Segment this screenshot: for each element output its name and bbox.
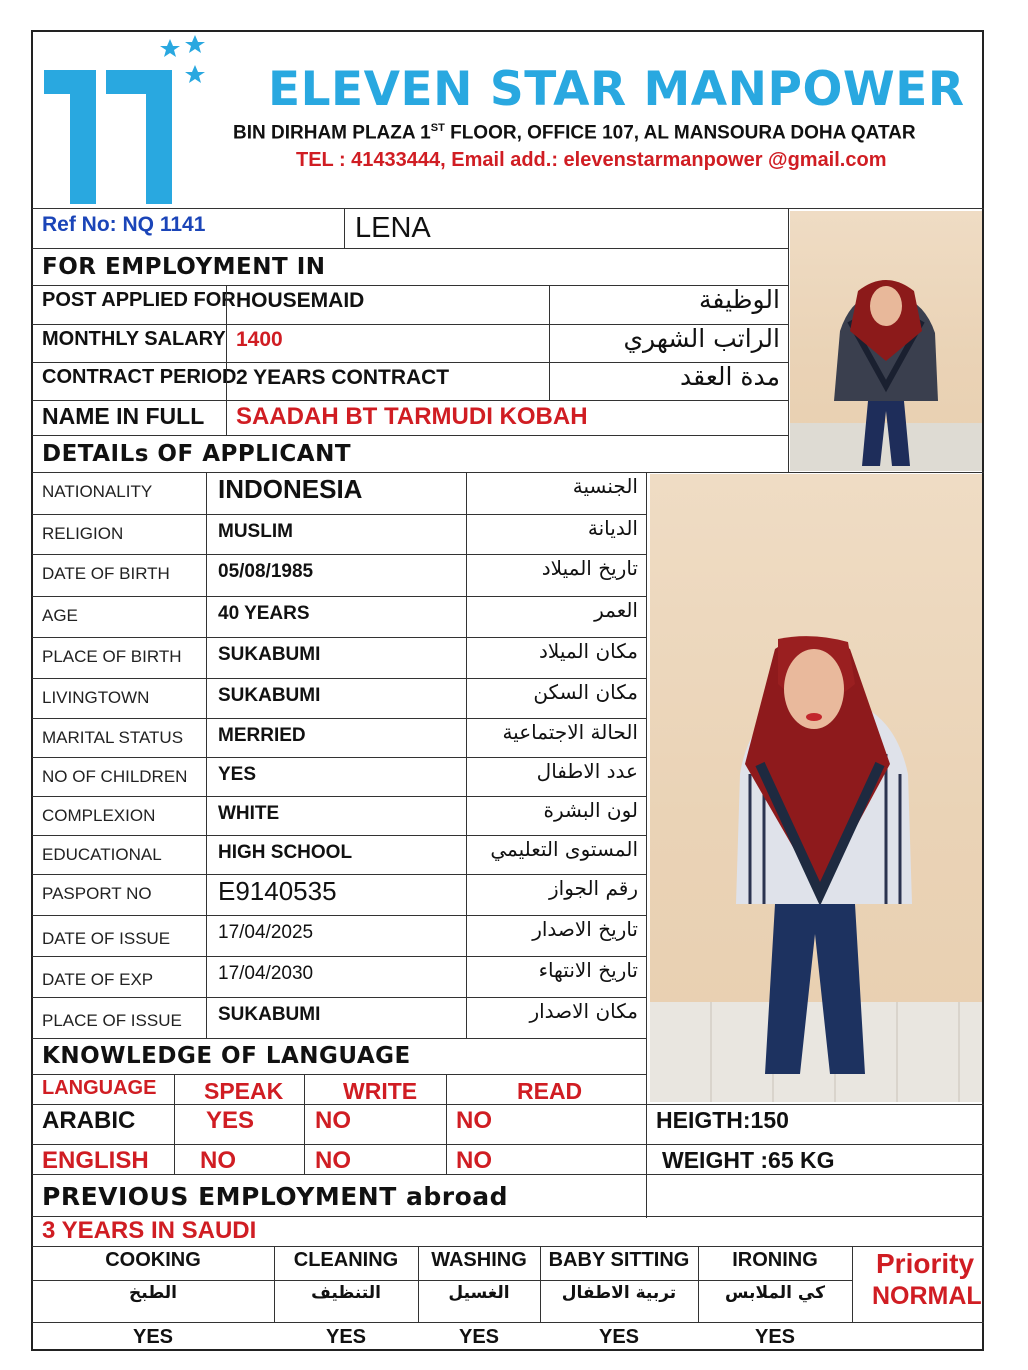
row-line [32,997,646,998]
employment-value: 2 YEARS CONTRACT [236,366,450,389]
row-line [32,678,646,679]
full-name-value: SAADAH BT TARMUDI KOBAH [236,403,588,430]
employment-arabic: الراتب الشهري [623,324,780,353]
skill-arabic: كي الملابس [725,1283,825,1303]
detail-label: PLACE OF BIRTH [42,647,182,666]
skill-arabic: تربية الاطفال [561,1283,677,1303]
col-line [549,285,550,400]
lang-header-write: WRITE [343,1078,418,1104]
priority-label: Priority [876,1248,975,1279]
lang-header-speak: SPEAK [204,1078,284,1104]
skill-value: YES [754,1326,796,1348]
detail-value: HIGH SCHOOL [218,842,353,863]
lang-english-write: NO [315,1147,351,1174]
detail-label: LIVINGTOWN [42,688,150,707]
skill-name: CLEANING [293,1249,399,1271]
detail-arabic: مكان الاصدار [529,999,638,1023]
company-address [233,123,916,142]
row-line [32,874,646,875]
detail-value: 17/04/2030 [218,963,314,984]
detail-label: PASPORT NO [42,884,152,903]
height-value: HEIGTH:150 [656,1107,789,1133]
detail-arabic: مكان الميلاد [539,639,638,663]
lang-english-speak: NO [200,1147,236,1174]
employment-label: POST APPLIED FOR [42,289,236,311]
row-line [32,835,646,836]
detail-label: AGE [42,606,78,625]
employment-value: HOUSEMAID [236,289,365,312]
previous-section-title: PREVIOUS EMPLOYMENT abroad [42,1182,509,1211]
detail-label: DATE OF BIRTH [42,564,170,583]
address-sup: ST [430,122,445,134]
skill-name: COOKING [105,1249,201,1271]
lang-header-language: LANGUAGE [42,1077,157,1099]
col-line [418,1246,419,1322]
detail-value: E9140535 [218,876,337,906]
detail-arabic: الديانة [587,516,638,540]
row-line [32,796,646,797]
address-part1: BIN DIRHAM PLAZA 1 [233,122,431,144]
person-figure-large [650,474,982,1102]
detail-arabic: الجنسية [572,474,638,498]
company-logo [40,34,215,206]
lang-arabic-name: ARABIC [42,1107,136,1134]
employment-label: MONTHLY SALARY [42,328,226,350]
skill-name: IRONING [732,1249,818,1271]
lang-arabic-read: NO [456,1107,492,1134]
col-line [540,1246,541,1322]
employment-arabic: الوظيفة [699,285,780,314]
detail-label: DATE OF ISSUE [42,929,171,948]
employment-section-title: FOR EMPLOYMENT IN [42,254,326,280]
lang-arabic-write: NO [315,1107,351,1134]
detail-value: SUKABUMI [218,1004,321,1025]
col-line [226,285,227,435]
skill-name: WASHING [431,1249,527,1271]
row-line [32,596,646,597]
skill-value: YES [598,1326,640,1348]
detail-label: EDUCATIONAL [42,845,162,864]
detail-value: MUSLIM [218,521,293,542]
skill-arabic: الطبخ [129,1283,177,1303]
row-line [32,362,788,363]
detail-label: COMPLEXION [42,806,156,825]
detail-label: NATIONALITY [42,482,153,501]
row-line [32,956,646,957]
skill-value: YES [458,1326,500,1348]
header-divider [32,208,984,209]
full-name-label: NAME IN FULL [42,403,205,429]
detail-arabic: تاريخ الانتهاء [538,958,638,982]
skill-arabic: التنظيف [311,1283,381,1303]
detail-value: INDONESIA [218,474,363,504]
detail-value: SUKABUMI [218,644,321,665]
detail-arabic: مكان السكن [533,680,638,704]
col-line [698,1246,699,1322]
detail-label: MARITAL STATUS [42,728,184,747]
skill-name: BABY SITTING [548,1249,690,1271]
priority-value: NORMAL [872,1282,982,1310]
person-figure-small [790,211,982,471]
detail-arabic: تاريخ الميلاد [541,556,638,580]
detail-arabic: عدد الاطفال [536,759,638,783]
lang-english-read: NO [456,1147,492,1174]
detail-label: DATE OF EXP [42,970,154,989]
details-section-title: DETAILs OF APPLICANT [42,441,352,467]
ref-number: Ref No: NQ 1141 [42,213,206,236]
short-name: LENA [355,212,431,244]
logo-graphic [40,34,215,206]
detail-value: WHITE [218,803,280,824]
detail-value: 05/08/1985 [218,561,314,582]
company-contact: TEL : 41433444, Email add.: elevenstarmanpower @gmail.com [296,149,887,171]
detail-value: 17/04/2025 [218,922,314,943]
employment-value: 1400 [236,328,283,351]
col-line [274,1246,275,1322]
detail-value: MERRIED [218,725,306,746]
employment-label: CONTRACT PERIOD [42,366,237,388]
detail-value: YES [218,764,257,785]
row-line [32,718,646,719]
detail-arabic: لون البشرة [543,798,638,822]
lang-english-name: ENGLISH [42,1147,149,1174]
row-line [32,400,788,401]
detail-arabic: الحالة الاجتماعية [502,720,638,744]
weight-value: WEIGHT :65 KG [662,1147,835,1173]
detail-value: 40 YEARS [218,603,310,624]
applicant-photo-small [790,211,982,471]
detail-arabic: المستوى التعليمي [490,837,638,861]
detail-arabic: رقم الجواز [549,876,638,900]
row-line [32,554,646,555]
language-section-title: KNOWLEDGE OF LANGUAGE [42,1043,411,1069]
row-line [32,637,646,638]
detail-value: SUKABUMI [218,685,321,706]
detail-label: RELIGION [42,524,124,543]
detail-arabic: تاريخ الاصدار [532,917,638,941]
detail-label: PLACE OF ISSUE [42,1011,182,1030]
row-line [32,915,646,916]
detail-label: NO OF CHILDREN [42,767,188,786]
skill-arabic: الغسيل [448,1283,510,1303]
skill-value: YES [132,1326,174,1348]
address-part2: FLOOR, OFFICE 107, AL MANSOURA DOHA QATAR [444,122,916,144]
row-line [32,757,646,758]
previous-experience: 3 YEARS IN SAUDI [42,1217,257,1244]
lang-arabic-speak: YES [206,1107,255,1134]
row-line [32,514,646,515]
skill-value: YES [325,1326,367,1348]
lang-header-read: READ [517,1078,583,1104]
company-name: ELEVEN STAR MANPOWER [268,62,965,117]
employment-arabic: مدة العقد [680,362,780,391]
detail-arabic: العمر [594,598,638,622]
applicant-photo-large [650,474,982,1102]
